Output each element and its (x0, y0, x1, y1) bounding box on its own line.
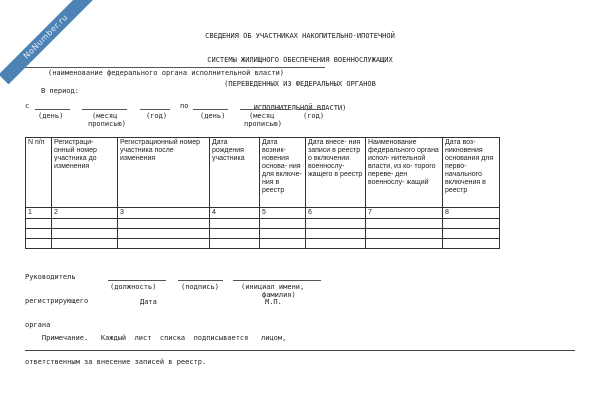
year-from-caption: (год) (146, 112, 168, 120)
column-number-row (26, 208, 500, 219)
title-line: СВЕДЕНИЯ ОБ УЧАСТНИКАХ НАКОПИТЕЛЬНО-ИПОТЕЧНОЙ (205, 32, 395, 40)
header-cell-initial-basis-date: Дата воз- никновения основания для перво- начального включения в реестр (443, 138, 500, 208)
column-number: 1 (26, 208, 52, 219)
table-cell (52, 229, 118, 239)
table-cell (443, 219, 500, 229)
header-cell-reg-before: Регистраци- онный номер участника до изменения (52, 138, 118, 208)
surname-caption: фамилия) (262, 291, 296, 299)
header-cell-entry-date: Дата внесе- ния записи в реестр о включении военнослу- жащего в реестр (306, 138, 366, 208)
table-cell (118, 219, 210, 229)
table-cell (210, 229, 260, 239)
year-to-line (297, 109, 325, 110)
position-caption: (должность) (110, 283, 157, 291)
organ-name-line (25, 67, 325, 68)
header-cell-basis-date: Дата возник- новения основа- ния для включе- ния в реестр (260, 138, 306, 208)
period-label: В период: (41, 87, 79, 95)
table-cell (210, 239, 260, 249)
note-line: Примечание. Каждый лист списка подписывается лицом, (25, 334, 287, 342)
table-row (26, 229, 500, 239)
register-table (25, 137, 500, 249)
watermark-ribbon: NoNumber.ru (0, 0, 93, 84)
column-number: 2 (52, 208, 118, 219)
table-row (26, 239, 500, 249)
head-label-line: Руководитель (25, 273, 76, 281)
day-from-line (35, 109, 70, 110)
month-to-line (240, 109, 290, 110)
organ-caption: (наименование федерального органа исполнительной власти) (48, 69, 285, 77)
table-cell (366, 239, 443, 249)
column-number: 4 (210, 208, 260, 219)
day-to-line (193, 109, 228, 110)
date-label: Дата (140, 298, 157, 306)
table-cell (26, 219, 52, 229)
header-cell-organ-name: Наименование федерального органа испол- нительной власти, из ко- торого переве- ден военнослу- жащий (366, 138, 443, 208)
title-line: (ПЕРЕВЕДЕННЫХ ИЗ ФЕДЕРАЛЬНЫХ ОРГАНОВ (224, 80, 376, 88)
note-line: ответственным за внесение записей в реестр. (25, 358, 207, 366)
column-number: 6 (306, 208, 366, 219)
table-cell (210, 219, 260, 229)
table-cell (366, 219, 443, 229)
table-cell (52, 239, 118, 249)
to-label: по (180, 102, 189, 110)
day-to-caption: (день) (200, 112, 226, 120)
table-row (26, 219, 500, 229)
header-cell-number: N п/п (26, 138, 52, 208)
column-number: 3 (118, 208, 210, 219)
note (25, 318, 286, 374)
table-cell (118, 229, 210, 239)
year-from-line (140, 109, 170, 110)
year-to-caption: (год) (303, 112, 325, 120)
document-title (0, 16, 600, 120)
table-cell (118, 239, 210, 249)
title-line: ИСПОЛНИТЕЛЬНОЙ ВЛАСТИ) (253, 104, 347, 112)
head-label-line: органа (25, 321, 51, 329)
table-cell (366, 229, 443, 239)
table-cell (443, 239, 500, 249)
day-from-caption: (день) (38, 112, 64, 120)
bottom-divider (25, 350, 575, 351)
from-label: с (25, 102, 30, 110)
header-cell-reg-after: Регистрационный номер участника после изменения (118, 138, 210, 208)
header-cell-birth-date: Дата рождения участника (210, 138, 260, 208)
table-cell (260, 239, 306, 249)
position-line (108, 280, 166, 281)
table-cell (260, 229, 306, 239)
head-label-line: регистрирующего (25, 297, 89, 305)
table-cell (260, 219, 306, 229)
table-cell (306, 219, 366, 229)
column-number: 5 (260, 208, 306, 219)
table-cell (26, 239, 52, 249)
table-cell (306, 239, 366, 249)
name-line (233, 280, 321, 281)
table-cell (306, 229, 366, 239)
column-number: 8 (443, 208, 500, 219)
column-number: 7 (366, 208, 443, 219)
initials-caption: (инициал имени, (241, 283, 305, 291)
table-cell (52, 219, 118, 229)
month-from-caption-2: прописью) (88, 120, 126, 128)
signature-caption: (подпись) (181, 283, 219, 291)
month-to-caption-2: прописью) (244, 120, 282, 128)
signature-line (178, 280, 223, 281)
month-from-caption: (месяц (92, 112, 118, 120)
table-header-row (26, 138, 500, 208)
month-to-caption: (месяц (249, 112, 275, 120)
stamp-label: М.П. (265, 298, 282, 306)
title-line: СИСТЕМЫ ЖИЛИЩНОГО ОБЕСПЕЧЕНИЯ ВОЕННОСЛУЖАЩИХ (207, 56, 393, 64)
table-cell (26, 229, 52, 239)
month-from-line (82, 109, 127, 110)
table-cell (443, 229, 500, 239)
